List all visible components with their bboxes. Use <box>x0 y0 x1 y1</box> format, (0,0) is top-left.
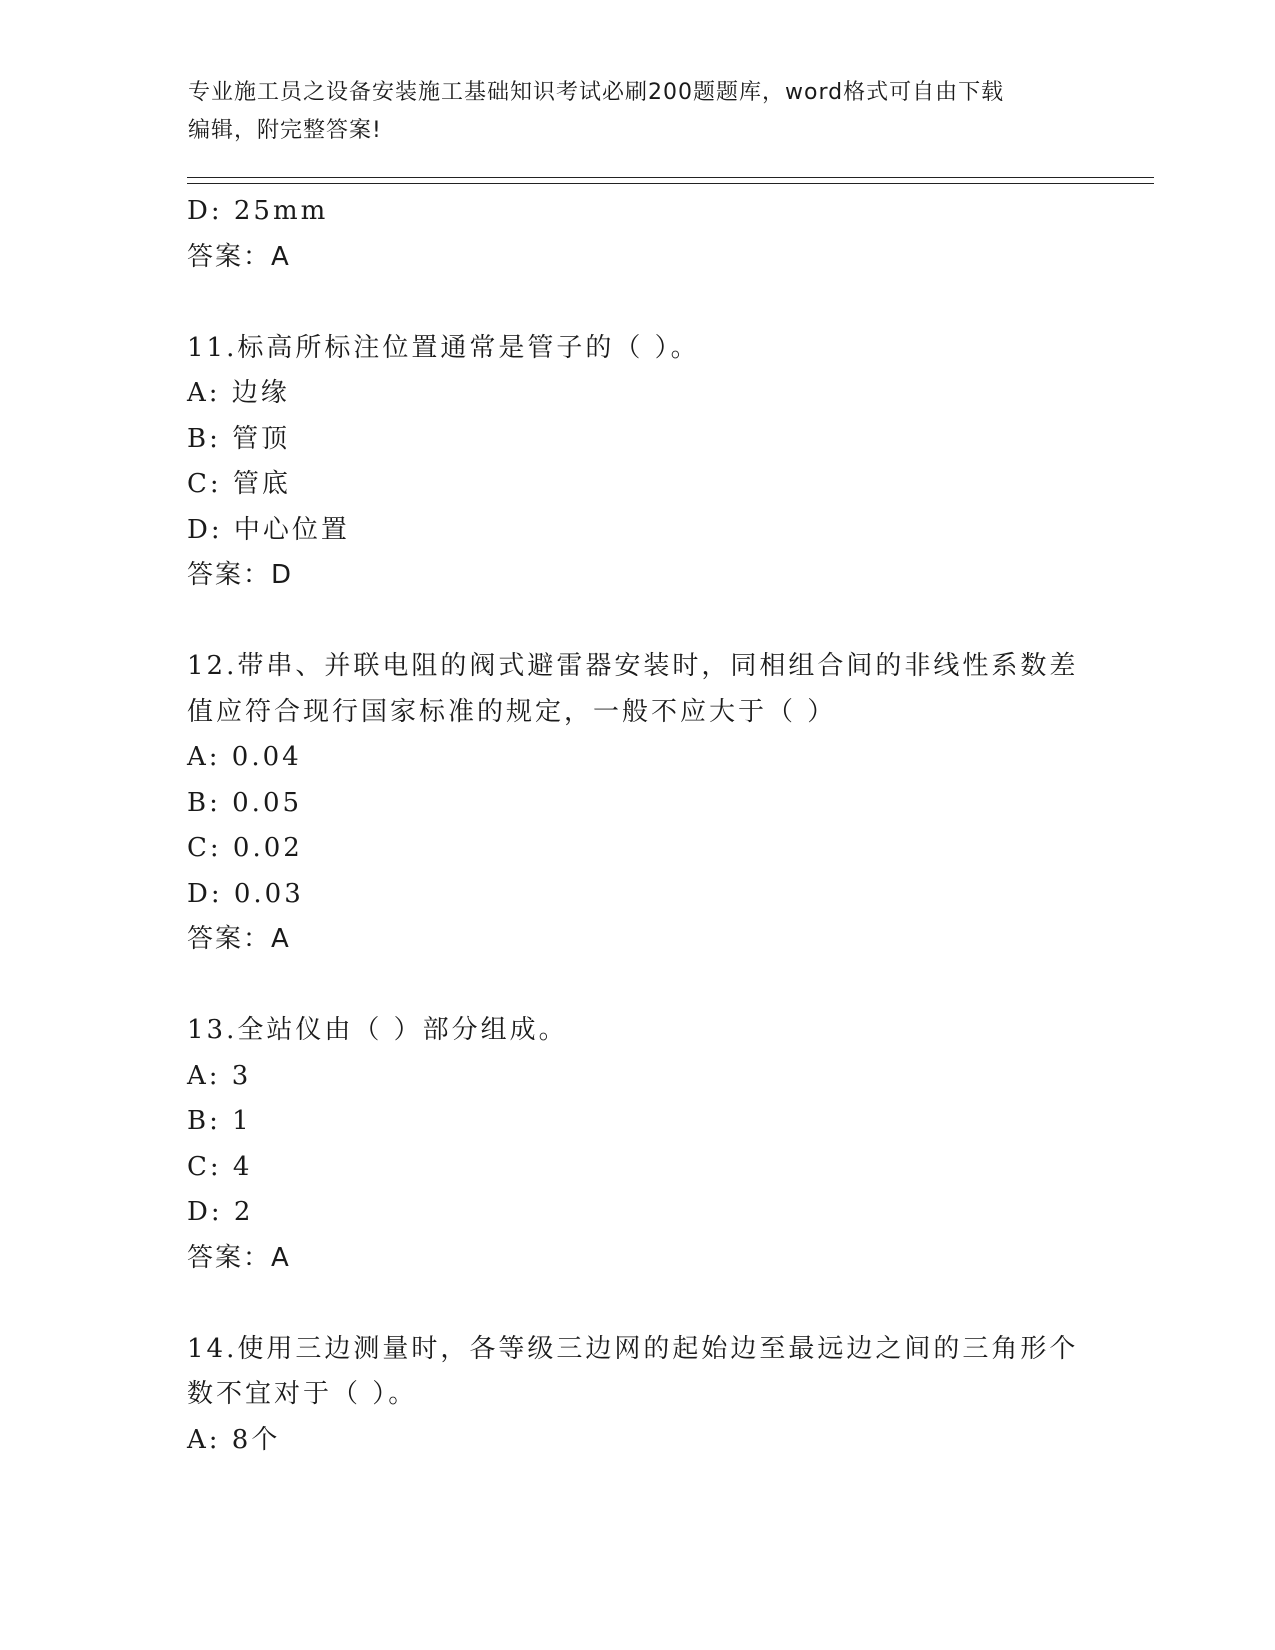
answer-line: 答案：A <box>187 924 291 954</box>
answer-line: 答案：A <box>187 1242 291 1273</box>
page-header <box>188 74 1088 150</box>
question-stem-line-1: 12.带串、并联电阻的阀式避雷器安装时，同相组合间的非线性系数差 <box>187 651 1079 681</box>
option-d: D: 0.03 <box>187 878 304 909</box>
option-d: D: 2 <box>187 1197 254 1227</box>
spacer <box>187 1281 1087 1327</box>
question-stem: 11.标高所标注位置通常是管子的（ ）。 <box>187 332 700 363</box>
question-stem-line-2: 数不宜对于（ ）。 <box>187 1379 418 1409</box>
option-c: C: 0.02 <box>187 833 303 863</box>
header-line-2: 编辑，附完整答案! <box>188 118 382 143</box>
option-d: D: 25mm <box>187 196 329 226</box>
option-c: C: 4 <box>187 1151 253 1182</box>
question-block-12 <box>187 644 1087 963</box>
option-b: B: 管顶 <box>187 423 291 454</box>
answer-line: 答案：D <box>187 560 294 590</box>
question-block-11 <box>187 326 1087 599</box>
option-c: C: 管底 <box>187 469 291 499</box>
option-a: A: 8个 <box>187 1424 281 1455</box>
question-stem: 13.全站仪由（ ）部分组成。 <box>187 1015 568 1045</box>
answer-line: 答案：A <box>187 241 291 272</box>
spacer <box>187 963 1087 1009</box>
question-block-prev <box>187 189 1087 280</box>
header-rule-top <box>187 177 1154 178</box>
question-list <box>187 189 1087 1463</box>
spacer <box>187 280 1087 326</box>
option-a: A: 0.04 <box>187 742 302 772</box>
option-b: B: 1 <box>187 1106 252 1136</box>
question-block-14 <box>187 1327 1087 1464</box>
question-stem-line-2: 值应符合现行国家标准的规定，一般不应大于（ ） <box>187 696 837 727</box>
option-a: A: 边缘 <box>187 378 290 408</box>
option-b: B: 0.05 <box>187 787 303 818</box>
option-d: D: 中心位置 <box>187 514 350 545</box>
spacer <box>187 599 1087 645</box>
header-line-1: 专业施工员之设备安装施工基础知识考试必刷200题题库，word格式可自由下载 <box>188 80 1005 105</box>
option-a: A: 3 <box>187 1060 252 1091</box>
question-stem-line-1: 14.使用三边测量时，各等级三边网的起始边至最远边之间的三角形个 <box>187 1333 1079 1364</box>
question-block-13 <box>187 1008 1087 1281</box>
header-rule-bottom <box>187 183 1154 184</box>
